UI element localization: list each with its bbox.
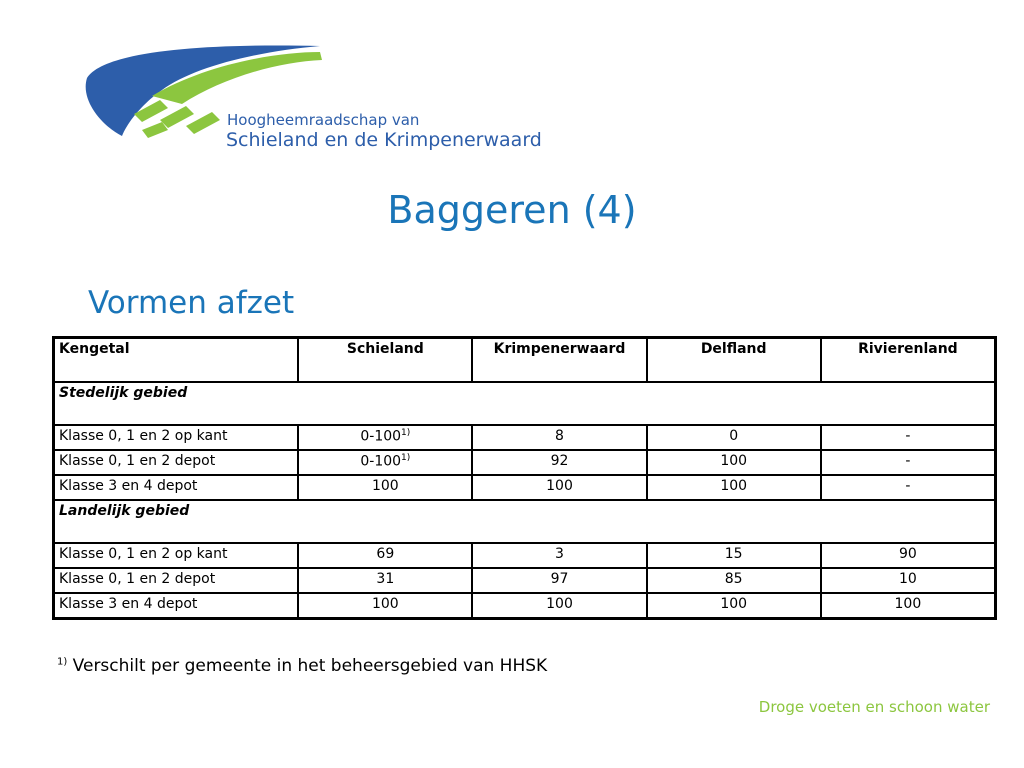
table-row <box>54 450 995 475</box>
cell-krimpenerwaard: 92 <box>472 450 646 475</box>
footnote <box>57 656 547 676</box>
group-label-landelijk: Landelijk gebied <box>54 500 995 543</box>
cell-delfland: 100 <box>647 593 821 618</box>
cell-krimpenerwaard: 100 <box>472 593 646 618</box>
footnote-marker: 1) <box>57 656 68 668</box>
cell-rivierenland: 10 <box>821 568 995 593</box>
cell-delfland: 85 <box>647 568 821 593</box>
cell-rivierenland: - <box>821 425 995 450</box>
row-label: Klasse 3 en 4 depot <box>54 593 298 618</box>
row-label: Klasse 0, 1 en 2 op kant <box>54 425 298 450</box>
cell-rivierenland: 90 <box>821 543 995 568</box>
table-row <box>54 475 995 500</box>
row-label: Klasse 0, 1 en 2 depot <box>54 568 298 593</box>
cell-krimpenerwaard: 97 <box>472 568 646 593</box>
slide-subtitle: Vormen afzet <box>88 285 295 321</box>
footnote-marker: 1) <box>401 428 411 438</box>
table-header-row <box>54 338 995 382</box>
tagline: Droge voeten en schoon water <box>758 698 990 716</box>
row-label: Klasse 3 en 4 depot <box>54 475 298 500</box>
cell-rivierenland: - <box>821 475 995 500</box>
row-label: Klasse 0, 1 en 2 depot <box>54 450 298 475</box>
footnote-marker: 1) <box>401 453 411 463</box>
group-label-stedelijk: Stedelijk gebied <box>54 382 995 425</box>
row-label: Klasse 0, 1 en 2 op kant <box>54 543 298 568</box>
header-rivierenland: Rivierenland <box>821 338 995 382</box>
cell-delfland: 100 <box>647 475 821 500</box>
table-row <box>54 593 995 618</box>
data-table <box>52 336 997 620</box>
cell-krimpenerwaard: 3 <box>472 543 646 568</box>
logo-text-line2: Schieland en de Krimpenerwaard <box>226 129 542 151</box>
table-row <box>54 568 995 593</box>
header-kengetal: Kengetal <box>54 338 298 382</box>
table-row <box>54 543 995 568</box>
header-krimpenerwaard: Krimpenerwaard <box>472 338 646 382</box>
header-schieland: Schieland <box>298 338 472 382</box>
cell-delfland: 100 <box>647 450 821 475</box>
cell-rivierenland: - <box>821 450 995 475</box>
group-row-landelijk <box>54 500 995 543</box>
cell-schieland: 100 <box>298 475 472 500</box>
header-delfland: Delfland <box>647 338 821 382</box>
cell-delfland: 0 <box>647 425 821 450</box>
cell-krimpenerwaard: 100 <box>472 475 646 500</box>
hhsk-logo <box>82 38 562 158</box>
slide-title: Baggeren (4) <box>387 188 637 232</box>
table-row <box>54 425 995 450</box>
cell-schieland: 69 <box>298 543 472 568</box>
cell-rivierenland: 100 <box>821 593 995 618</box>
cell-delfland: 15 <box>647 543 821 568</box>
cell-schieland: 0-100$^{1)}$ <box>298 425 472 450</box>
cell-schieland: 100 <box>298 593 472 618</box>
cell-schieland: 31 <box>298 568 472 593</box>
logo-text-line1: Hoogheemraadschap van <box>227 111 420 129</box>
footnote-text: Verschilt per gemeente in het beheersgebied van HHSK <box>72 656 548 676</box>
cell-krimpenerwaard: 8 <box>472 425 646 450</box>
cell-schieland: 0-100$^{1)}$ <box>298 450 472 475</box>
group-row-stedelijk <box>54 382 995 425</box>
